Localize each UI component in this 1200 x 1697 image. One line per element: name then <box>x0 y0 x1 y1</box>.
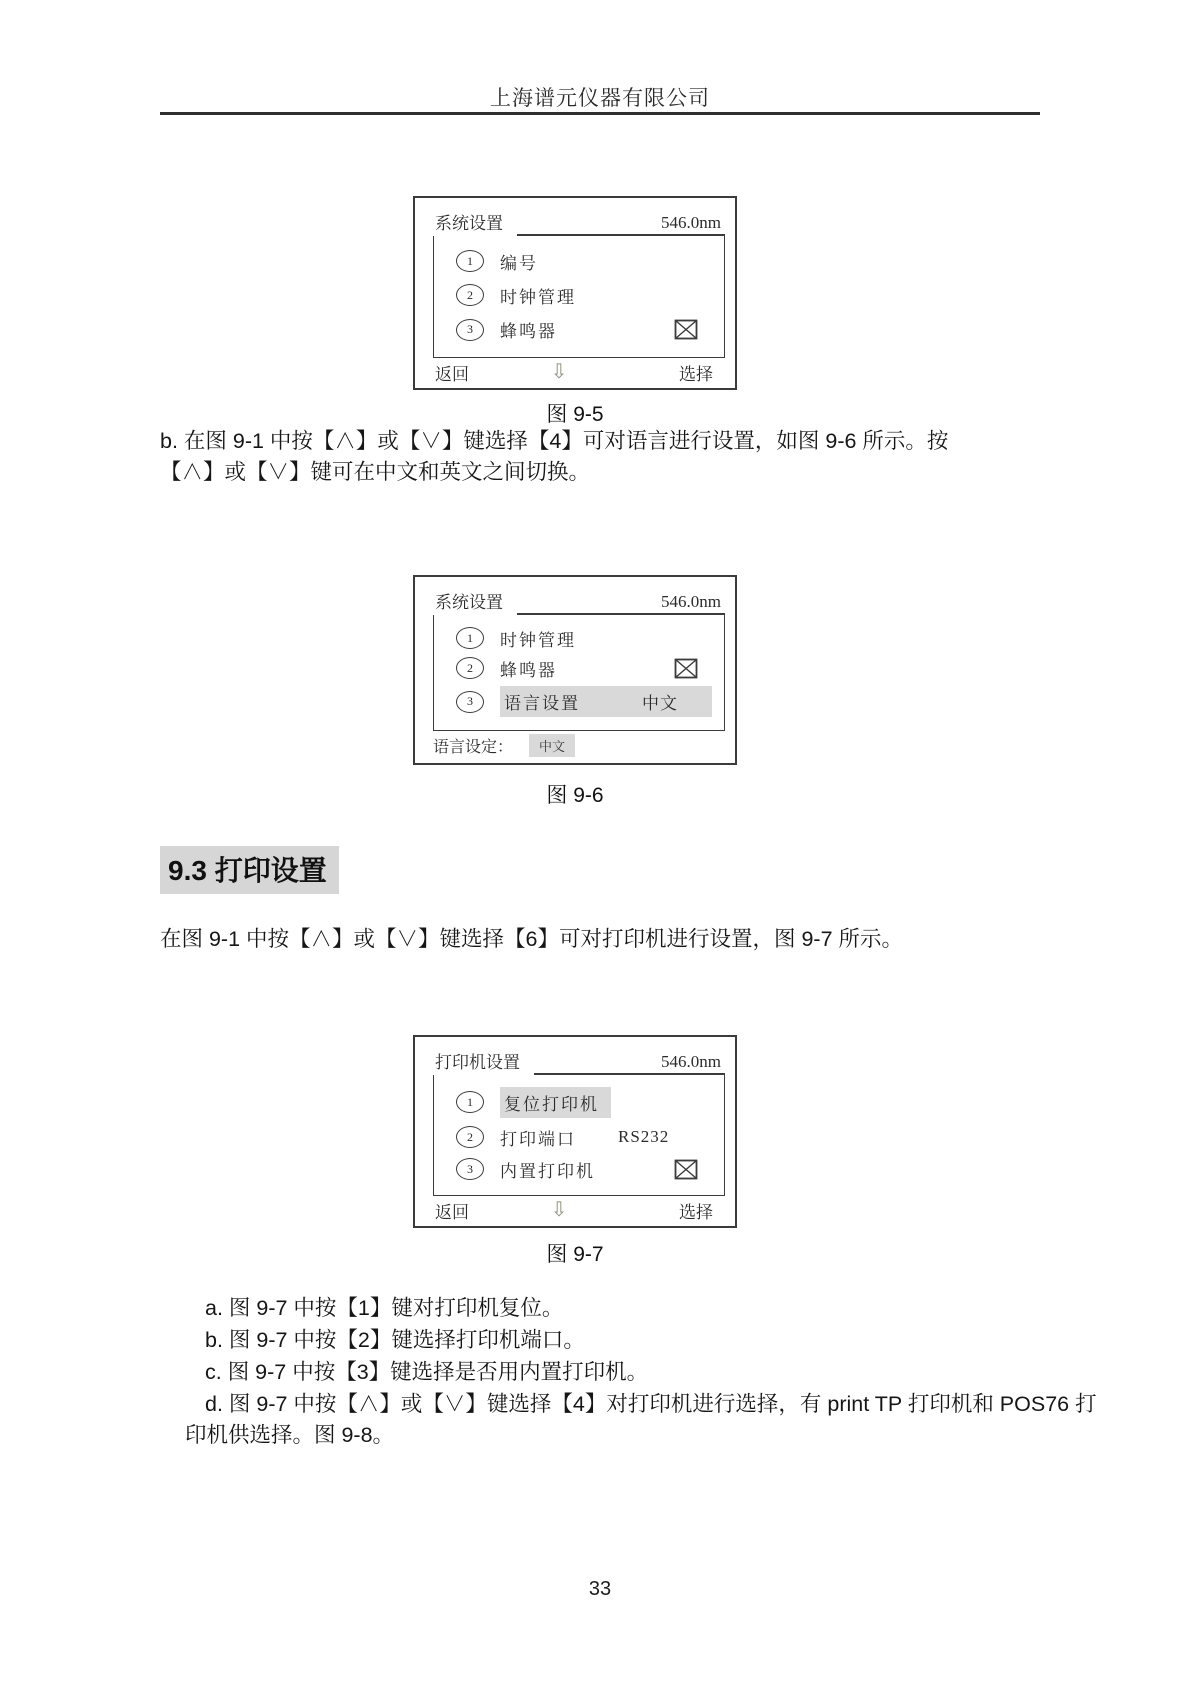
menu-item-clock[interactable] <box>434 626 724 651</box>
screen-figure-9-5 <box>413 196 737 390</box>
figure-caption-9-5: 图 9-5 <box>546 403 604 426</box>
softkey-back[interactable]: 返回 <box>435 1202 469 1222</box>
menu-item-reset-printer-selected[interactable] <box>434 1087 724 1118</box>
item-number-badge: 1 <box>456 250 484 272</box>
selected-item-label: 复位打印机 <box>500 1087 611 1118</box>
menu-item-label: 蜂鸣器 <box>500 322 557 342</box>
checked-checkbox-icon[interactable] <box>674 658 698 679</box>
paragraph-language-setting: b. 在图 9-1 中按【∧】或【∨】键选择【4】可对语言进行设置，如图 9-6 所示。按【∧】或【∨】键可在中文和英文之间切换。 <box>160 429 949 484</box>
header-divider <box>160 112 1040 115</box>
figure-caption-9-7: 图 9-7 <box>546 1243 604 1266</box>
wavelength-readout: 546.0nm <box>661 1052 721 1071</box>
menu-item-value: 中文 <box>642 694 678 714</box>
menu-item-label: 打印端口 <box>500 1129 576 1149</box>
screen-header <box>427 587 725 615</box>
status-label: 语言设定： <box>433 738 514 756</box>
menu-item-value: RS232 <box>618 1127 670 1146</box>
language-status-bar <box>427 731 725 763</box>
screen-header <box>427 1047 725 1075</box>
item-number-badge: 1 <box>456 627 484 649</box>
list-item-d: d. 图 9-7 中按【∧】或【∨】键选择【4】对打印机进行选择，有 print TP 打印机和 POS76 打印机供选择。图 9-8。 <box>185 1392 1097 1447</box>
paragraph-printer-setting: 在图 9-1 中按【∧】或【∨】键选择【6】可对打印机进行设置，图 9-7 所示。 <box>160 927 904 951</box>
screen-header-rule <box>534 1052 725 1075</box>
menu-item-label: 语言设置 <box>504 694 580 714</box>
softkey-select[interactable]: 选择 <box>678 364 713 384</box>
section-heading-9-3 <box>160 846 339 894</box>
section-heading-text: 9.3 打印设置 <box>160 846 339 894</box>
menu-item-internal-printer[interactable] <box>434 1157 724 1182</box>
menu-item-number[interactable] <box>434 249 724 274</box>
wavelength-readout: 546.0nm <box>661 213 721 232</box>
status-value-chip[interactable]: 中文 <box>529 734 575 757</box>
menu-item-label: 编号 <box>500 253 538 273</box>
softkey-back[interactable]: 返回 <box>435 364 469 384</box>
item-number-badge: 3 <box>456 319 484 341</box>
menu-panel <box>433 236 725 358</box>
list-item-b: b. 图 9-7 中按【2】键选择打印机端口。 <box>205 1328 585 1352</box>
down-arrow-icon: ⇩ <box>550 1199 568 1221</box>
item-number-badge: 2 <box>456 657 484 679</box>
item-number-badge: 3 <box>456 691 484 713</box>
screen-header <box>427 208 725 236</box>
item-number-badge: 2 <box>456 284 484 306</box>
softkey-bar <box>427 1196 725 1226</box>
screen-figure-9-6 <box>413 575 737 765</box>
menu-panel <box>433 615 725 731</box>
wavelength-readout: 546.0nm <box>661 592 721 611</box>
screen-header-rule <box>517 592 725 615</box>
list-item-a: a. 图 9-7 中按【1】键对打印机复位。 <box>205 1296 564 1320</box>
item-number-badge: 1 <box>456 1091 484 1113</box>
screen-figure-9-7 <box>413 1035 737 1228</box>
menu-item-clock[interactable] <box>434 283 724 308</box>
instruction-list <box>160 1293 1110 1452</box>
figure-caption-9-6: 图 9-6 <box>546 784 604 807</box>
document-header-title: 上海谱元仪器有限公司 <box>490 87 710 110</box>
item-number-badge: 3 <box>456 1158 484 1180</box>
menu-item-buzzer[interactable] <box>434 656 724 681</box>
checked-checkbox-icon[interactable] <box>674 319 698 340</box>
softkey-bar <box>427 358 725 388</box>
menu-item-buzzer[interactable] <box>434 317 724 342</box>
menu-item-label: 时钟管理 <box>500 287 576 307</box>
checked-checkbox-icon[interactable] <box>674 1159 698 1180</box>
menu-panel <box>433 1075 725 1196</box>
page-number: 33 <box>588 1578 612 1600</box>
menu-item-print-port[interactable] <box>434 1125 724 1150</box>
screen-title: 打印机设置 <box>435 1053 520 1072</box>
list-item-c: c. 图 9-7 中按【3】键选择是否用内置打印机。 <box>205 1360 649 1384</box>
menu-item-label: 内置打印机 <box>500 1161 595 1181</box>
screen-header-rule <box>517 213 725 236</box>
screen-title: 系统设置 <box>435 214 503 233</box>
menu-item-language-selected[interactable] <box>434 686 724 717</box>
softkey-select[interactable]: 选择 <box>678 1202 713 1222</box>
down-arrow-icon: ⇩ <box>550 361 568 383</box>
menu-item-label: 时钟管理 <box>500 630 576 650</box>
selected-row-highlight <box>500 686 712 717</box>
screen-title: 系统设置 <box>435 593 503 612</box>
item-number-badge: 2 <box>456 1126 484 1148</box>
menu-item-label: 蜂鸣器 <box>500 660 557 680</box>
